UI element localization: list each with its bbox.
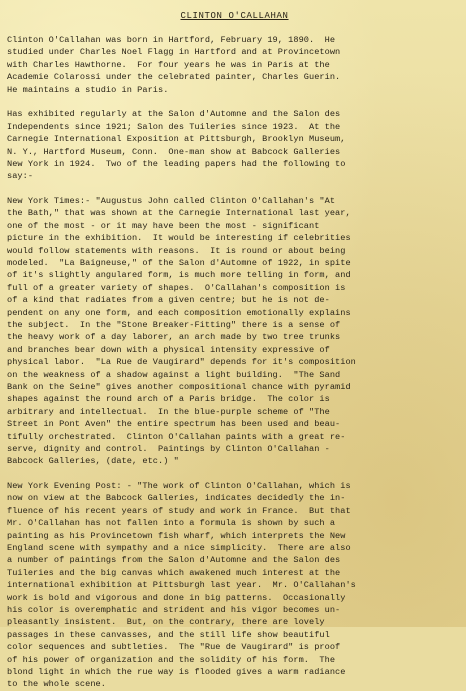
- text-line: serve, dignity and control. Paintings by Clinton O'Callahan -: [7, 443, 330, 454]
- paragraph: [7, 195, 462, 468]
- paragraph: [7, 34, 462, 96]
- text-line: Street in Pont Aven" the entire spectrum has been used and beau-: [7, 419, 341, 430]
- paragraph: [7, 480, 462, 691]
- text-line: of his power of organization and the solidity of his form. The: [7, 654, 336, 665]
- text-line: Independents since 1921; Salon des Tuileries since 1923. At the: [7, 121, 341, 132]
- text-line: arbitrary and intellectual. In the blue-purple scheme of "The: [7, 406, 330, 417]
- text-line: Clinton O'Callahan was born in Hartford, February 19, 1890. He: [7, 35, 336, 45]
- text-line: say:-: [7, 171, 34, 182]
- text-line: on the weakness of a shadow against a light building. "The Sand: [7, 369, 341, 380]
- text-line: picture in the exhibition. It would be interesting if celebrities: [7, 233, 351, 244]
- text-line: He maintains a studio in Paris.: [7, 84, 169, 95]
- text-line: modeled. "La Baigneuse," of the Salon d'Automne of 1922, in spite: [7, 258, 351, 269]
- text-line: of it's slightly angulared form, is much more telling in form, and: [7, 270, 351, 281]
- text-line: Babcock Galleries, (date, etc.) ": [7, 456, 179, 467]
- text-line: tifully orchestrated. Clinton O'Callahan paints with a great re-: [7, 431, 346, 442]
- text-line: the Bath," that was shown at the Carnegie International last year,: [7, 208, 351, 219]
- text-line: pendent on any one form, and each composition emotionally explains: [7, 307, 351, 318]
- text-line: Tuileries and the big canvas which awakened much interest at the: [7, 567, 341, 578]
- text-line: now on view at the Babcock Galleries, indicates decidedly the in-: [7, 493, 346, 504]
- text-line: color sequences and subtleties. The "Rue de Vaugirard" is proof: [7, 642, 341, 653]
- text-line: full of a greater variety of shapes. O'Callahan's composition is: [7, 282, 346, 293]
- text-line: N. Y., Hartford Museum, Conn. One-man show at Babcock Galleries: [7, 146, 341, 157]
- text-line: Bank on the Seine" gives another compositional chance with pyramid: [7, 381, 351, 392]
- text-line: work is bold and vigorous and done in big patterns. Occasionally: [7, 592, 346, 603]
- text-line: the subject. In the "Stone Breaker-Fitting" there is a sense of: [7, 319, 341, 330]
- text-line: his color is overemphatic and strident and his vigor becomes un-: [7, 604, 341, 615]
- text-line: one of the most - or it may have been the most - significant: [7, 220, 320, 231]
- text-line: would follow statements with reasons. It is round or about being: [7, 245, 346, 256]
- text-line: the heavy work of a day laborer, an arch made by two tree trunks: [7, 332, 341, 343]
- text-line: Academie Colarossi under the celebrated painter, Charles Guerin.: [7, 72, 341, 83]
- text-line: Has exhibited regularly at the Salon d'Automne and the Salon des: [7, 109, 341, 120]
- text-line: fluence of his recent years of study and work in France. But that: [7, 505, 351, 516]
- text-line: New York in 1924. Two of the leading papers had the following to: [7, 158, 346, 169]
- text-line: physical labor. "La Rue de Vaugirard" depends for it's composition: [7, 357, 356, 368]
- text-line: a number of paintings from the Salon d'Automne and the Salon des: [7, 555, 341, 566]
- text-line: shapes against the round arch of a Paris bridge. The color is: [7, 394, 330, 405]
- text-line: blond light in which the rue way is flooded gives a warm radiance: [7, 666, 346, 677]
- text-line: Mr. O'Callahan has not fallen into a formula is shown by such a: [7, 518, 336, 529]
- text-line: of a kind that radiates from a given centre; but he is not de-: [7, 295, 330, 306]
- text-line: studied under Charles Noel Flagg in Hartford and at Provincetown: [7, 47, 341, 58]
- text-line: passages in these canvasses, and the still life show beautiful: [7, 629, 330, 640]
- text-line: and branches bear down with a physical intensity expressive of: [7, 344, 330, 355]
- paragraph: [7, 108, 462, 182]
- text-line: pleasantly insistent. But, on the contrary, there are lovely: [7, 617, 325, 628]
- text-line: Carnegie International Exposition at Pittsburgh, Brooklyn Museum,: [7, 134, 346, 145]
- document-body: [7, 34, 462, 691]
- document-title: CLINTON O'CALLAHAN: [180, 11, 289, 21]
- text-line: New York Evening Post: - "The work of Clinton O'Callahan, which is: [7, 481, 351, 492]
- text-line: New York Times:- "Augustus John called Clinton O'Callahan's "At: [7, 196, 336, 207]
- text-line: England scene with sympathy and a nice simplicity. There are also: [7, 543, 351, 554]
- text-line: painting as his Provincetown fish wharf, which interprets the New: [7, 530, 346, 541]
- text-line: to the whole scene.: [7, 679, 106, 690]
- text-line: international exhibition at Pittsburgh last year. Mr. O'Callahan's: [7, 580, 356, 591]
- text-line: with Charles Hawthorne. For four years he was in Paris at the: [7, 59, 330, 70]
